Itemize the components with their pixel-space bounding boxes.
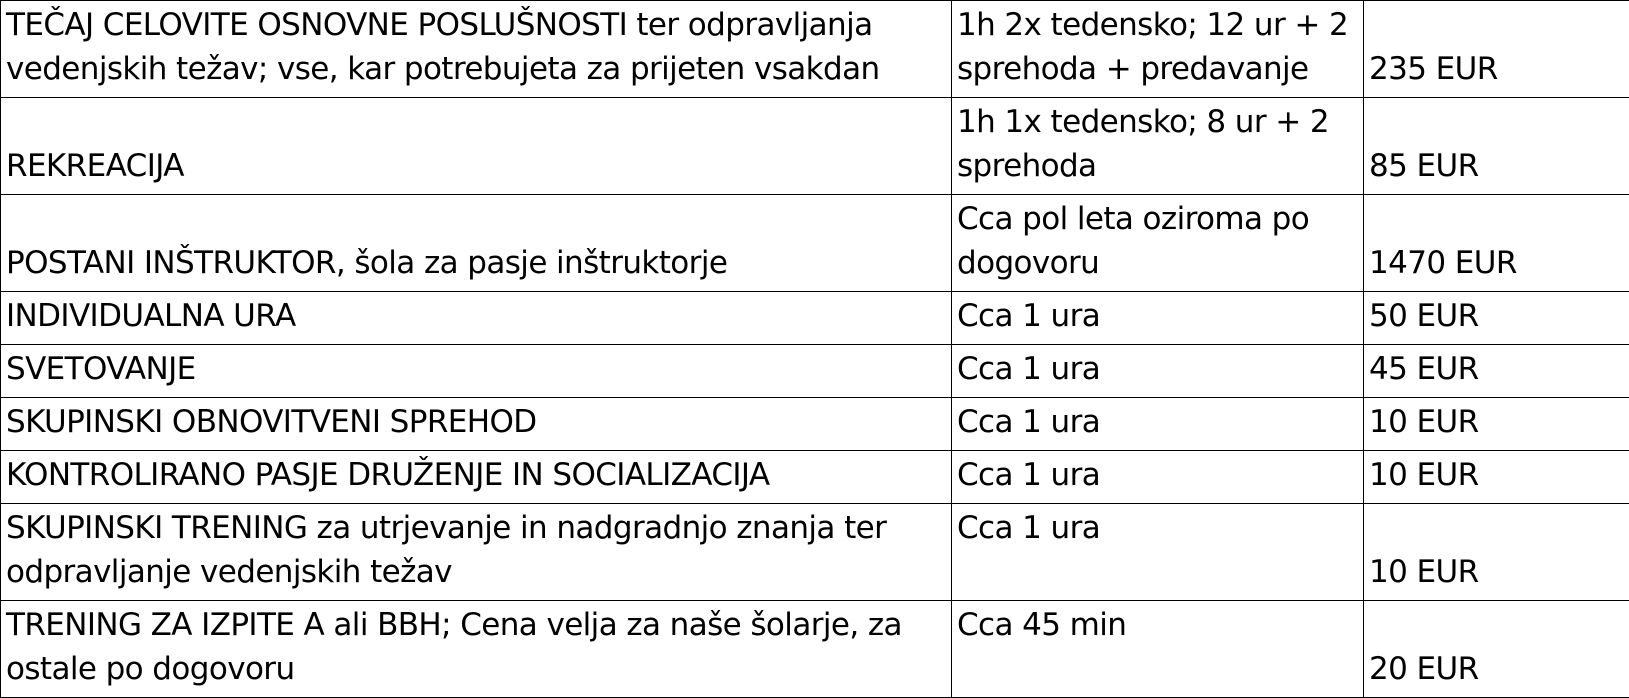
price-cell: 50 EUR <box>1364 292 1629 345</box>
duration-cell: Cca 1 ura <box>952 504 1364 601</box>
table-row <box>1 504 1629 601</box>
duration-cell: Cca pol leta oziroma po dogovoru <box>952 195 1364 292</box>
table-row <box>1 451 1629 504</box>
duration-cell: 1h 2x tedensko; 12 ur + 2 sprehoda + predavanje <box>952 1 1364 98</box>
price-cell: 10 EUR <box>1364 451 1629 504</box>
table-row <box>1 398 1629 451</box>
price-cell: 10 EUR <box>1364 398 1629 451</box>
price-cell: 235 EUR <box>1364 1 1629 98</box>
service-name-cell: TRENING ZA IZPITE A ali BBH; Cena velja za naše šolarje, za ostale po dogovoru <box>1 601 952 698</box>
service-name-cell: SVETOVANJE <box>1 345 952 398</box>
price-cell: 45 EUR <box>1364 345 1629 398</box>
price-cell: 85 EUR <box>1364 98 1629 195</box>
price-cell: 20 EUR <box>1364 601 1629 698</box>
table-row <box>1 292 1629 345</box>
service-name-cell: TEČAJ CELOVITE OSNOVNE POSLUŠNOSTI ter odpravljanja vedenjskih težav; vse, kar potrebujeta za prijeten vsakdan <box>1 1 952 98</box>
table-row <box>1 1 1629 98</box>
table-row <box>1 601 1629 698</box>
service-name-cell: REKREACIJA <box>1 98 952 195</box>
table-row <box>1 345 1629 398</box>
table-row <box>1 98 1629 195</box>
table-row <box>1 195 1629 292</box>
service-name-cell: SKUPINSKI TRENING za utrjevanje in nadgradnjo znanja ter odpravljanje vedenjskih težav <box>1 504 952 601</box>
duration-cell: Cca 45 min <box>952 601 1364 698</box>
service-name-cell: KONTROLIRANO PASJE DRUŽENJE IN SOCIALIZACIJA <box>1 451 952 504</box>
service-name-cell: SKUPINSKI OBNOVITVENI SPREHOD <box>1 398 952 451</box>
price-cell: 1470 EUR <box>1364 195 1629 292</box>
duration-cell: Cca 1 ura <box>952 398 1364 451</box>
service-name-cell: INDIVIDUALNA URA <box>1 292 952 345</box>
duration-cell: Cca 1 ura <box>952 292 1364 345</box>
price-cell: 10 EUR <box>1364 504 1629 601</box>
duration-cell: Cca 1 ura <box>952 451 1364 504</box>
duration-cell: Cca 1 ura <box>952 345 1364 398</box>
duration-cell: 1h 1x tedensko; 8 ur + 2 sprehoda <box>952 98 1364 195</box>
service-name-cell: POSTANI INŠTRUKTOR, šola za pasje inštruktorje <box>1 195 952 292</box>
